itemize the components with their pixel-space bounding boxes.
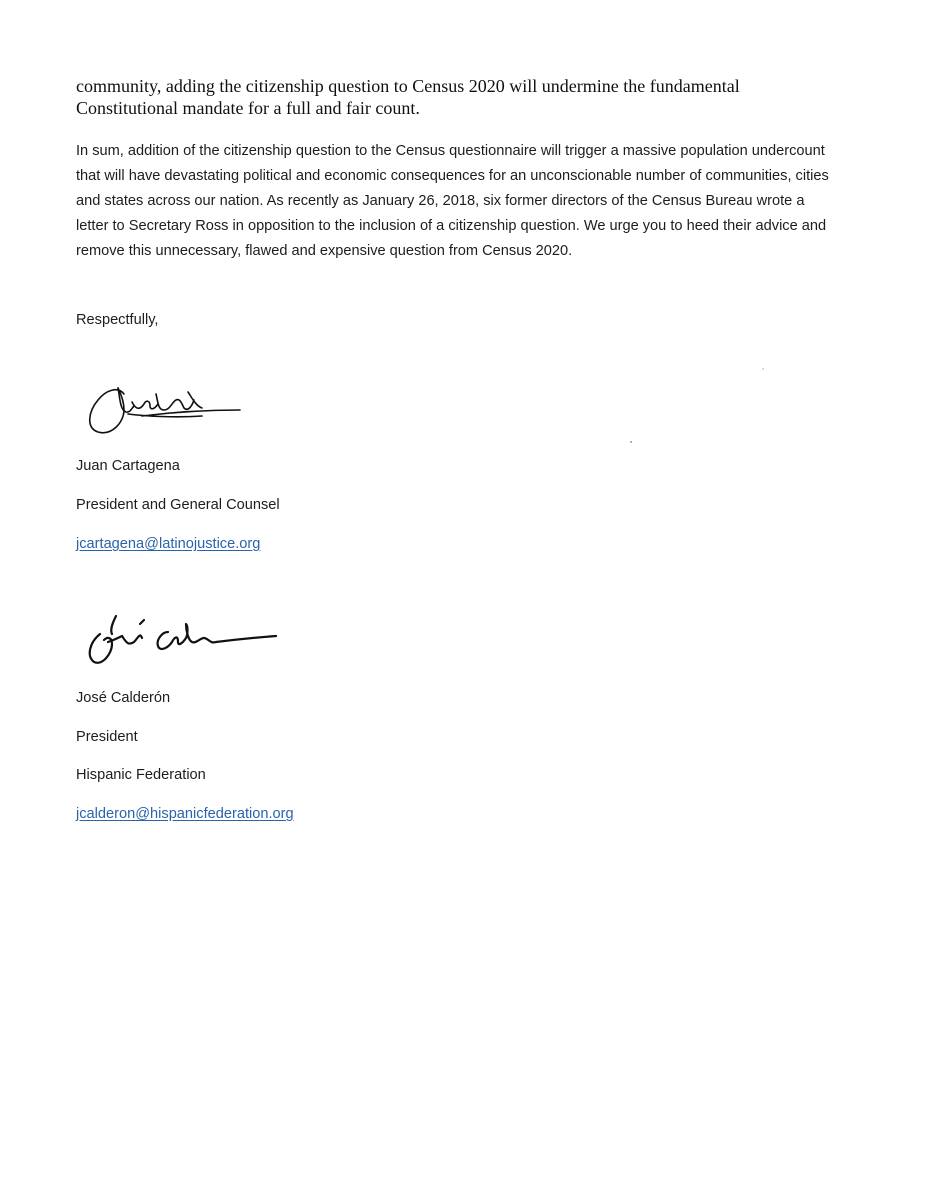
scan-speck xyxy=(762,368,764,370)
summary-paragraph: In sum, addition of the citizenship question to the Census questionnaire will trigger a massive population undercount that will have devastating political and economic consequences for an unconscionable number of communities, cities and states across our nation. As recently as January 26, 2018, six former directors of the Census Bureau wrote a letter to Secretary Ross in opposition to the inclusion of a citizenship question. We urge you to heed their advice and remove this unnecessary, flawed and expensive question from Census 2020. xyxy=(76,143,829,259)
signature-jose-calderon xyxy=(82,612,282,670)
signatory-1-email-link[interactable]: jcartagena@latinojustice.org xyxy=(76,536,261,552)
closing-salutation: Respectfully, xyxy=(76,312,159,328)
signatory-2-organization: Hispanic Federation xyxy=(76,767,206,783)
scan-speck xyxy=(630,441,632,443)
signatory-1-title: President and General Counsel xyxy=(76,497,280,513)
signatory-2-name: José Calderón xyxy=(76,690,171,706)
signatory-1-name: Juan Cartagena xyxy=(76,458,180,474)
signature-juan-cartagena xyxy=(84,380,244,440)
continuation-paragraph: community, adding the citizenship question to Census 2020 will undermine the fundamental Constitutional mandate for a full and fair count. xyxy=(76,76,740,118)
signatory-2-title: President xyxy=(76,729,138,745)
signatory-2-email-link[interactable]: jcalderon@hispanicfederation.org xyxy=(76,806,294,822)
